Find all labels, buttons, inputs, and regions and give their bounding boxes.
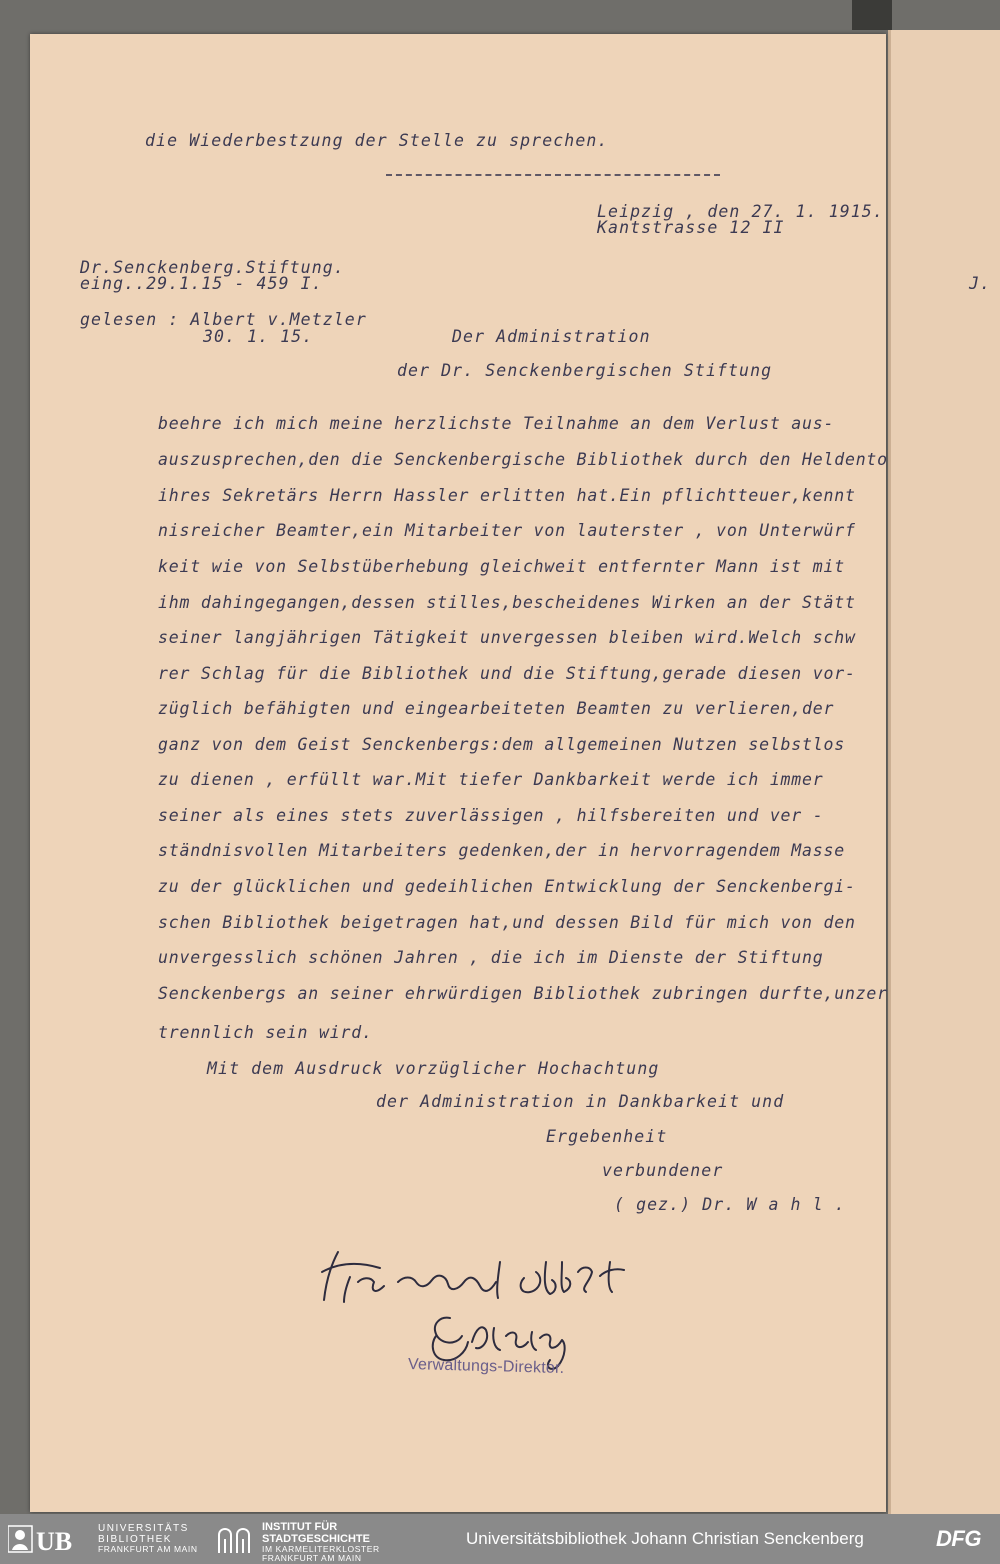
closing-line-2: der Administration in Dankbarkeit und (376, 1092, 785, 1111)
institute-text[interactable] (262, 1521, 380, 1563)
ub-text[interactable] (98, 1523, 198, 1554)
ub-line-1: UNIVERSITÄTS (98, 1523, 189, 1534)
body-line: keit wie von Selbstüberhebung gleichweit entfernter Mann ist mit (158, 557, 845, 576)
binder-edge (852, 0, 892, 30)
recipient-line-2: der Dr. Senckenbergischen Stiftung (397, 361, 773, 380)
closing-line-4: verbundener (602, 1161, 724, 1180)
body-line: schen Bibliothek beigetragen hat,und dessen Bild für mich von den (158, 913, 856, 932)
body-line: seiner als eines stets zuverlässigen , hilfsbereiten und ver - (158, 806, 824, 825)
inst-line-4: FRANKFURT AM MAIN (262, 1553, 362, 1563)
footer-library-name[interactable]: Universitätsbibliothek Johann Christian Senckenberg (466, 1529, 864, 1548)
typed-signature: ( gez.) Dr. W a h l . (614, 1195, 846, 1214)
stamp: Verwaltungs-Direktor. (407, 1355, 565, 1378)
body-line: unvergesslich schönen Jahren , die ich im Dienste der Stiftung (158, 948, 824, 967)
receipt-entry: eing..29.1.15 - 459 I. (80, 274, 323, 293)
body-line: ständnisvollen Mitarbeiters gedenken,der in hervorragendem Masse (158, 841, 845, 860)
top-line: die Wiederbestzung der Stelle zu sprechen. (145, 131, 609, 150)
body-line: auszusprechen,den die Senckenbergische Bibliothek durch den Heldento (158, 450, 888, 469)
body-line: Senckenbergs an seiner ehrwürdigen Bibliothek zubringen durfte,unzer (158, 984, 888, 1003)
read-date: 30. 1. 15. (203, 327, 314, 346)
body-line: seiner langjährigen Tätigkeit unvergessen bleiben wird.Welch schw (158, 628, 856, 647)
address-line: Kantstrasse 12 II (597, 218, 785, 237)
read-note: gelesen : Albert v.Metzler (80, 310, 367, 329)
ub-logo-icon[interactable] (8, 1524, 96, 1554)
body-line: zu der glücklichen und gedeihlichen Entwicklung der Senckenbergi- (158, 877, 856, 896)
footer-bar (0, 1514, 1000, 1564)
inst-line-1: INSTITUT FÜR (262, 1521, 338, 1533)
closing-line-3: Ergebenheit (546, 1127, 668, 1146)
inst-line-2: STADTGESCHICHTE (262, 1533, 370, 1545)
adjacent-page-edge (888, 30, 1000, 1514)
inst-line-3: IM KARMELITERKLOSTER (262, 1544, 380, 1554)
recipient-line-1: Der Administration (452, 327, 651, 346)
body-line: trennlich sein wird. (158, 1023, 373, 1042)
body-line: ganz von dem Geist Senckenbergs:dem allgemeinen Nutzen selbstlos (158, 735, 845, 754)
place-date: Leipzig , den 27. 1. 1915. (597, 202, 884, 221)
ub-logo-text: UB (36, 1527, 73, 1554)
body-line: ihm dahingegangen,dessen stilles,bescheidenes Wirken an der Stätt (158, 593, 856, 612)
ub-line-3: FRANKFURT AM MAIN (98, 1544, 198, 1554)
body-line: nisreicher Beamter,ein Mitarbeiter von lauterster , von Unterwürf (158, 521, 856, 540)
separator-rule (386, 174, 720, 176)
body-line: ihres Sekretärs Herrn Hassler erlitten hat.Ein pflichtteuer,kennt (158, 486, 856, 505)
ub-line-2: BIBLIOTHEK (98, 1534, 172, 1545)
receipt-org: Dr.Senckenberg.Stiftung. (80, 258, 345, 277)
dfg-logo[interactable]: DFG (936, 1526, 981, 1551)
body-line: zu dienen , erfüllt war.Mit tiefer Dankbarkeit werde ich immer (158, 770, 824, 789)
body-line: rer Schlag für die Bibliothek und die Stiftung,gerade diesen vor- (158, 664, 856, 683)
institute-logo-icon[interactable] (215, 1523, 257, 1555)
closing-line-1: Mit dem Ausdruck vorzüglicher Hochachtung (207, 1059, 660, 1078)
body-line: beehre ich mich meine herzlichste Teilnahme an dem Verlust aus- (158, 414, 835, 433)
margin-mark: J. (969, 274, 992, 293)
body-line: züglich befähigten und eingearbeiteten Beamten zu verlieren,der (158, 699, 835, 718)
